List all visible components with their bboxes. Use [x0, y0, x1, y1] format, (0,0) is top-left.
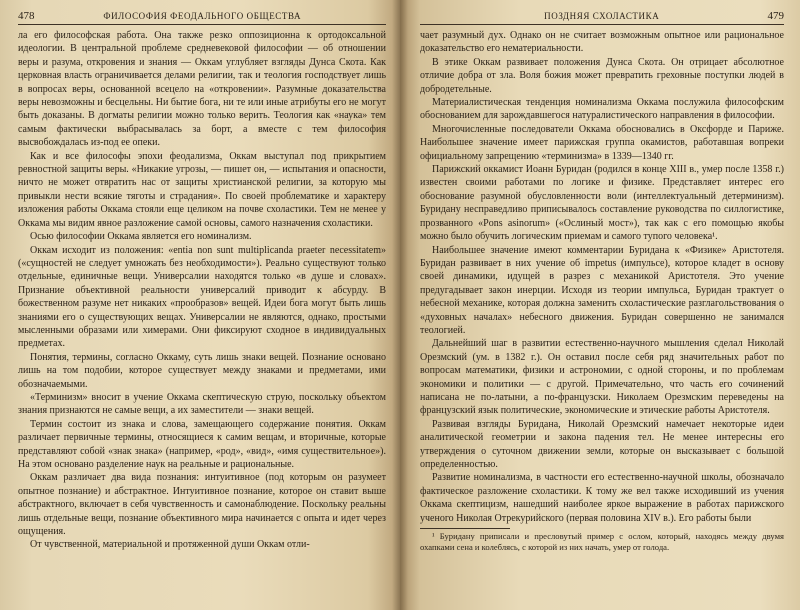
paragraph: Парижский оккамист Иоанн Буридан (родился в конце XIII в., умер после 1358 г.) известен своими работами по логике и физике. Представляет интерес его обоснование разумной обусловленности воли (интеллектуальный детерминизм). Буридану несправедливо приписывалось составление руководства по силлогистике, прозванного «Pons asinorum» («Ослиный мост»), так как с его помощью якобы можно было обучить логическим приемам и самого тупого человека¹. [420, 164, 784, 243]
paragraph: Осью философии Оккама является его номинализм. [30, 231, 252, 243]
paragraph: В этике Оккам развивает положения Дунса Скота. Он отрицает абсолютное отличие добра от зла. Воля божия может превратить греховные поступки людей в добродетельные. [420, 56, 784, 95]
paragraph: Понятия, термины, согласно Оккаму, суть лишь знаки вещей. Познание основано лишь на том подобии, которое существует между знаками и предметами, ими обозначаемыми. [18, 351, 386, 390]
paragraph: Дальнейший шаг в развитии естественно-научного мышления сделал Николай Орезмский (ум. в 1382 г.). Он оставил после себя ряд значительных работ по вопросам математики, физики и астрономии, с одной стороны, и по проблемам экономики и политики — с другой. Примечательно, что часть его сочинений написана не по-латыни, а по-французски. Николаем Орезмским переведены на французский язык политические, экономические и этические работы Аристотеля. [420, 338, 784, 417]
paragraph: Развитие номинализма, в частности его естественно-научной школы, обозначало фактическое разложение схоластики. К тому же вел также исходивший из учения Оккама скептицизм, нашедший наиболее яркое выражение в работах парижского ученого Николая Отрекурийского (первая половина XIV в.). Его работы были [420, 472, 784, 524]
paragraph: ла его философская работа. Она также резко оппозиционна к ортодоксальной идеологии. В центральной проблеме средневековой философии — об отношении веры и разума, откровения и знания — Оккам углубляет взгляды Дунса Скота. Как церковная власть ограничивается делами религии, так и теология господствует лишь в вопросах веры, основанной всецело на «откровении». Разумные доказательства веры невозможны и бесцельны. Ни бытие бога, ни те или иные атрибуты его не могут быть доказаны. В догматы религии можно только верить. Теология как «наука» тем самым фактически выбрасывалась за борт, а вместе с тем философия высвобождалась из-под ее опеки. [18, 30, 386, 149]
paragraph: Развивая взгляды Буридана, Николай Орезмский намечает некоторые идеи аналитической геометрии и закона падения тел. Не менее интересны его утверждения о суточном движении земли, которые он высказывает с большой определенностью. [420, 418, 784, 470]
paragraph: Наибольшее значение имеют комментарии Буридана к «Физике» Аристотеля. Буридан развивает в них учение об impetus (импульсе), которое кладет в основу своей динамики, идущей в разрез с механикой Аристотеля. Это учение предугадывает закон инерции. Исходя из теории импульса, Буридан трактует о небесной механике, которая должна заменить схоластические разглагольствования о «духовных началах» небесного движения. Буридан совершенно не занимался теологией. [420, 244, 784, 336]
paragraph: Оккам исходит из положения: «entia non sunt multiplicanda praeter necessitatem» («сущностей не следует умножать без необходимости»). Реально существуют только отдельные, единичные вещи. Универсалии находятся только «в душе и словах». Признание объективной реальности универсалий приводит к абсурду. В божественном разуме нет никаких «прообразов» вещей. Идеи бога могут быть лишь знаниями его о существующих вещах. Универсалии не являются, однако, простыми мысленными образами или химерами. Они фиксируют сходное в индивидуальных предметах. [18, 244, 386, 350]
left-page-number: 478 [18, 10, 35, 22]
paragraph: Термин состоит из знака и слова, замещающего содержание понятия. Оккам различает первичные термины, относящиеся к самим вещам, и вторичные, которые представляют собой «знак знака» (например, «род», «вид», «имя существительное»). На этом основано разделение наук на реальные и рациональные. [18, 418, 386, 470]
left-running-head: ФИЛОСОФИЯ ФЕОДАЛЬНОГО ОБЩЕСТВА [103, 11, 302, 21]
left-page-header [18, 10, 386, 25]
right-running-head: ПОЗДНЯЯ СХОЛАСТИКА [544, 11, 660, 21]
paragraph: Материалистическая тенденция номинализма Оккама послужила философским обоснованием для зарождавшегося натуралистического направления в философии. [420, 97, 784, 122]
paragraph: чает разумный дух. Однако он не считает возможным опытное или рациональное доказательство его нематериальности. [420, 30, 784, 55]
footnote: ¹ Буридану приписали и пресловутый пример с ослом, который, находясь между двумя охапками сена и колеблясь, с которой из них начать, умер от голода. [420, 531, 784, 552]
footnote-divider [420, 528, 510, 529]
right-page-body [420, 29, 784, 552]
right-page-number: 479 [767, 10, 784, 22]
paragraph: Как и все философы эпохи феодализма, Оккам выступал под прикрытием ревностной защиты веры. «Никакие угрозы, — пишет он, — испытания и опасности, ничто не может отвратить нас от защиты христианской религии, за которую мы привыкли нести всякие тяготы и страдания». По своей проблематике и характеру изложения работы Оккама стояли еще целиком на почве схоластики. Тем не менее у Оккама мы видим явное разложение самой основы, самого назначения схоластики. [18, 150, 386, 229]
paragraph: Оккам различает два вида познания: интуитивное (под которым он разумеет опытное познание) и абстрактное. Интуитивное познание, которое он ставит выше абстрактного, включает в себя чувственность и самонаблюдение. Поскольку реальны лишь отдельные вещи, познание объективного мира начинается с опыта и идет через ощущения. [18, 472, 386, 538]
right-page-header [420, 10, 784, 25]
paragraph: От чувственной, материальной и протяженной души Оккам отли- [30, 539, 310, 551]
paragraph: «Терминизм» вносит в учение Оккама скептическую струю, поскольку объектом знания признаются не самые вещи, а их заместители — знаки вещей. [18, 391, 386, 417]
right-page [400, 0, 800, 610]
paragraph: Многочисленные последователи Оккама обосновались в Оксфорде и Париже. Наибольшее значение имеет парижская группа окамистов, работавшая вопреки официальному запрещению «терминизма» в 1339—1340 гг. [420, 123, 784, 162]
left-page-body [18, 29, 386, 552]
